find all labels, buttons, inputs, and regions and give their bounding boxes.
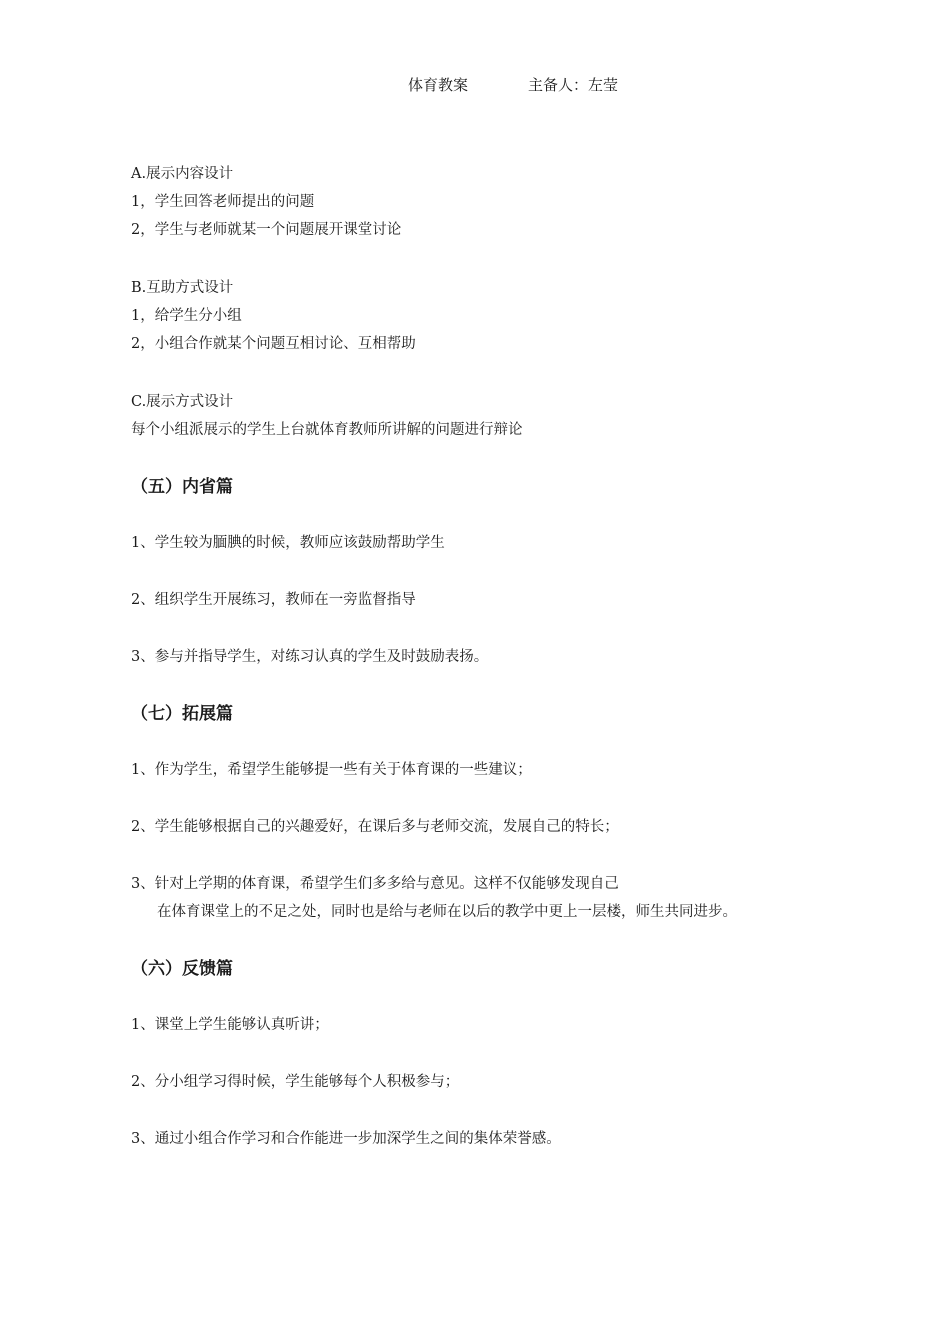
- section-seven-item: 1、作为学生，希望学生能够提一些有关于体育课的一些建议；: [131, 762, 532, 778]
- section-seven-heading: （七）拓展篇: [131, 704, 233, 724]
- section-b-item: 1，给学生分小组: [131, 308, 242, 324]
- section-six-item: 3、通过小组合作学习和合作能进一步加深学生之间的集体荣誉感。: [131, 1131, 561, 1147]
- section-c-title: C.展示方式设计: [131, 394, 234, 410]
- section-b-title: B.互助方式设计: [131, 280, 234, 296]
- preparer-label: 主备人：左莹: [528, 76, 619, 94]
- section-seven-item: 2、学生能够根据自己的兴趣爱好，在课后多与老师交流，发展自己的特长；: [131, 819, 619, 835]
- section-six-heading: （六）反馈篇: [131, 959, 233, 979]
- section-five-item: 1、学生较为腼腆的时候，教师应该鼓励帮助学生: [131, 535, 445, 551]
- section-five-heading: （五）内省篇: [131, 477, 233, 497]
- section-five-item: 2、组织学生开展练习，教师在一旁监督指导: [131, 592, 416, 608]
- document-title: 体育教案: [408, 76, 469, 94]
- section-a-item: 2，学生与老师就某一个问题展开课堂讨论: [131, 222, 402, 238]
- section-b-item: 2，小组合作就某个问题互相讨论、互相帮助: [131, 336, 416, 352]
- section-five-item: 3、参与并指导学生，对练习认真的学生及时鼓励表扬。: [131, 649, 489, 665]
- section-a-item: 1，学生回答老师提出的问题: [131, 194, 315, 210]
- section-a-title: A.展示内容设计: [131, 166, 234, 182]
- section-seven-item: 3、针对上学期的体育课，希望学生们多多给与意见。这样不仅能够发现自己: [131, 876, 619, 892]
- section-seven-item-continuation: 在体育课堂上的不足之处，同时也是给与老师在以后的教学中更上一层楼，师生共同进步。: [157, 904, 737, 920]
- section-c-item: 每个小组派展示的学生上台就体育教师所讲解的问题进行辩论: [131, 422, 523, 438]
- section-six-item: 1、课堂上学生能够认真听讲；: [131, 1017, 329, 1033]
- section-six-item: 2、分小组学习得时候，学生能够每个人积极参与；: [131, 1074, 460, 1090]
